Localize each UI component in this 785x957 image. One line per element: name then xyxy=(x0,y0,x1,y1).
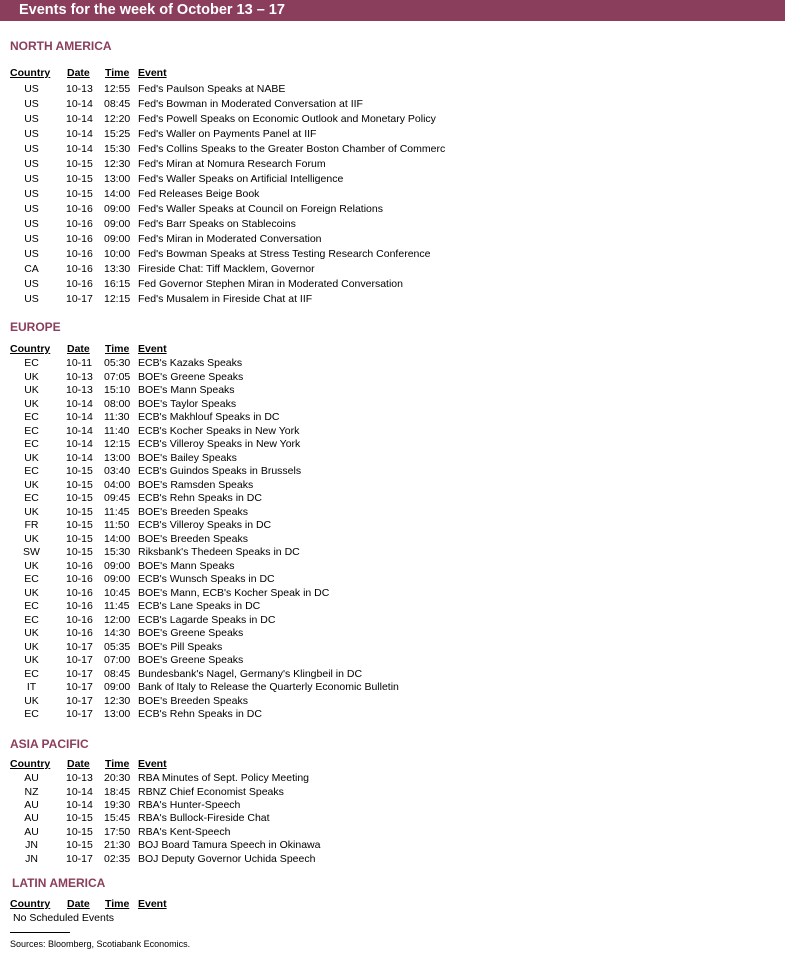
cell-country: UK xyxy=(24,451,39,464)
cell-time: 14:00 xyxy=(104,532,131,545)
cell-time: 21:30 xyxy=(104,839,131,852)
cell-event: ECB's Kazaks Speaks xyxy=(138,357,243,369)
cell-time: 13:30 xyxy=(104,262,131,275)
table-row xyxy=(0,600,785,613)
cell-date: 10-14 xyxy=(66,438,93,450)
cell-date: 10-15 xyxy=(66,187,93,200)
cell-event: RBA's Kent-Speech xyxy=(138,825,231,838)
table-row xyxy=(0,278,785,291)
cell-country: EC xyxy=(24,667,39,680)
cell-date: 10-15 xyxy=(66,812,93,825)
cell-country: EC xyxy=(24,573,39,585)
cell-event: RBA's Hunter-Speech xyxy=(138,798,241,811)
table-row xyxy=(0,384,785,397)
cell-event: BOE's Bailey Speaks xyxy=(138,451,237,464)
cell-event: BOE's Greene Speaks xyxy=(138,654,244,666)
cell-event: Riksbank's Thedeen Speaks in DC xyxy=(138,546,300,558)
cell-country: UK xyxy=(24,559,39,572)
cell-date: 10-17 xyxy=(66,640,93,653)
header-date: Date xyxy=(67,758,90,770)
cell-time: 09:45 xyxy=(104,492,131,504)
cell-event: BOJ Deputy Governor Uchida Speech xyxy=(138,852,316,865)
header-time: Time xyxy=(105,343,130,355)
table-row xyxy=(0,83,785,96)
table-row xyxy=(0,573,785,586)
cell-event: ECB's Kocher Speaks in New York xyxy=(138,424,300,437)
cell-time: 10:45 xyxy=(104,586,131,599)
table-row xyxy=(0,263,785,276)
cell-event: BOE's Taylor Speaks xyxy=(138,397,237,410)
cell-time: 09:00 xyxy=(104,559,131,572)
cell-time: 13:00 xyxy=(104,172,131,185)
header-country: Country xyxy=(10,67,51,79)
cell-date: 10-14 xyxy=(66,112,93,125)
section-title-latin-america: LATIN AMERICA xyxy=(12,876,106,890)
cell-date: 10-17 xyxy=(66,654,93,666)
table-row xyxy=(0,839,785,852)
cell-time: 12:30 xyxy=(104,694,131,707)
cell-time: 05:30 xyxy=(104,357,131,369)
table-header xyxy=(0,898,785,912)
cell-time: 09:00 xyxy=(104,681,131,693)
cell-country: US xyxy=(24,127,39,140)
table-row xyxy=(0,218,785,231)
cell-time: 20:30 xyxy=(104,772,131,784)
cell-time: 05:35 xyxy=(104,640,131,653)
header-time: Time xyxy=(105,758,130,770)
cell-time: 15:30 xyxy=(104,142,131,155)
cell-date: 10-16 xyxy=(66,247,93,260)
cell-country: US xyxy=(24,232,39,245)
cell-time: 10:00 xyxy=(104,247,131,260)
cell-date: 10-15 xyxy=(66,172,93,185)
table-row xyxy=(0,826,785,839)
cell-time: 15:30 xyxy=(104,546,131,558)
cell-date: 10-15 xyxy=(66,465,93,477)
cell-country: US xyxy=(24,98,39,110)
cell-event: RBA Minutes of Sept. Policy Meeting xyxy=(138,772,309,784)
cell-date: 10-16 xyxy=(66,217,93,230)
cell-country: NZ xyxy=(24,785,39,798)
cell-time: 17:50 xyxy=(104,825,131,838)
cell-time: 16:15 xyxy=(104,277,131,290)
section-title-europe: EUROPE xyxy=(10,320,61,334)
cell-country: EC xyxy=(24,438,39,450)
cell-country: UK xyxy=(24,532,39,545)
table-row xyxy=(0,113,785,126)
table-row xyxy=(0,654,785,667)
cell-country: UK xyxy=(24,694,39,707)
cell-country: US xyxy=(24,292,39,305)
cell-event: Fed's Paulson Speaks at NABE xyxy=(138,83,286,95)
cell-country: US xyxy=(24,157,39,170)
header-event: Event xyxy=(138,898,167,910)
cell-country: EC xyxy=(24,465,39,477)
cell-event: Fed Governor Stephen Miran in Moderated Conversation xyxy=(138,277,403,290)
table-row xyxy=(0,708,785,721)
cell-country: EC xyxy=(24,357,39,369)
cell-event: Bundesbank's Nagel, Germany's Klingbeil in DC xyxy=(138,667,363,680)
cell-date: 10-17 xyxy=(66,852,93,865)
table-row xyxy=(0,293,785,306)
cell-date: 10-14 xyxy=(66,411,93,423)
cell-date: 10-13 xyxy=(66,83,93,95)
no-events-note: No Scheduled Events xyxy=(13,912,114,924)
cell-time: 11:45 xyxy=(104,600,130,612)
cell-country: UK xyxy=(24,370,39,383)
table-row xyxy=(0,248,785,261)
cell-date: 10-17 xyxy=(66,681,93,693)
cell-time: 14:00 xyxy=(104,187,131,200)
cell-country: JN xyxy=(25,839,38,852)
sources-note: Sources: Bloomberg, Scotiabank Economics. xyxy=(10,939,191,949)
cell-country: US xyxy=(24,202,39,215)
cell-country: EC xyxy=(24,613,39,626)
cell-time: 08:00 xyxy=(104,397,131,410)
cell-time: 07:00 xyxy=(104,654,131,666)
header-country: Country xyxy=(10,898,51,910)
header-time: Time xyxy=(105,67,130,79)
table-row xyxy=(0,695,785,708)
table-row xyxy=(0,128,785,141)
cell-event: Fed's Bowman Speaks at Stress Testing Research Conference xyxy=(138,247,431,260)
cell-time: 09:00 xyxy=(104,202,131,215)
cell-date: 10-15 xyxy=(66,505,93,518)
cell-event: BOE's Pill Speaks xyxy=(138,640,223,653)
cell-event: ECB's Guindos Speaks in Brussels xyxy=(138,465,302,477)
table-row xyxy=(0,772,785,785)
cell-country: EC xyxy=(24,492,39,504)
cell-time: 18:45 xyxy=(104,785,131,798)
cell-event: Fed's Waller Speaks on Artificial Intelligence xyxy=(138,172,344,185)
cell-date: 10-13 xyxy=(66,370,93,383)
cell-event: ECB's Makhlouf Speaks in DC xyxy=(138,411,280,423)
cell-event: ECB's Villeroy Speaks in New York xyxy=(138,438,301,450)
cell-country: UK xyxy=(24,654,39,666)
cell-country: UK xyxy=(24,384,39,396)
table-row xyxy=(0,188,785,201)
cell-date: 10-14 xyxy=(66,127,93,140)
cell-event: BOE's Ramsden Speaks xyxy=(138,478,254,491)
cell-time: 13:00 xyxy=(104,708,131,720)
cell-time: 11:45 xyxy=(104,505,130,518)
cell-time: 12:00 xyxy=(104,613,131,626)
cell-time: 08:45 xyxy=(104,667,131,680)
cell-time: 15:25 xyxy=(104,127,131,140)
table-row xyxy=(0,492,785,505)
table-row xyxy=(0,398,785,411)
cell-time: 19:30 xyxy=(104,798,131,811)
header-event: Event xyxy=(138,343,167,355)
table-row xyxy=(0,371,785,384)
cell-time: 09:00 xyxy=(104,573,131,585)
cell-date: 10-16 xyxy=(66,277,93,290)
cell-country: UK xyxy=(24,627,39,639)
sources-divider xyxy=(10,932,70,933)
table-header xyxy=(0,343,785,357)
cell-date: 10-17 xyxy=(66,292,93,305)
cell-date: 10-15 xyxy=(66,157,93,170)
cell-event: ECB's Wunsch Speaks in DC xyxy=(138,573,275,585)
cell-time: 12:20 xyxy=(104,112,131,125)
cell-date: 10-16 xyxy=(66,613,93,626)
table-row xyxy=(0,587,785,600)
cell-time: 12:30 xyxy=(104,157,131,170)
cell-country: US xyxy=(24,187,39,200)
table-row xyxy=(0,614,785,627)
cell-country: EC xyxy=(24,708,39,720)
cell-time: 12:15 xyxy=(104,292,131,305)
cell-event: Fed's Miran in Moderated Conversation xyxy=(138,232,322,245)
cell-time: 04:00 xyxy=(104,478,131,491)
table-row xyxy=(0,357,785,370)
cell-event: ECB's Rehn Speaks in DC xyxy=(138,708,262,720)
table-row xyxy=(0,853,785,866)
table-row xyxy=(0,98,785,111)
cell-date: 10-15 xyxy=(66,839,93,852)
cell-date: 10-15 xyxy=(66,492,93,504)
table-row xyxy=(0,641,785,654)
table-row xyxy=(0,233,785,246)
table-row xyxy=(0,479,785,492)
cell-time: 09:00 xyxy=(104,217,131,230)
table-row xyxy=(0,533,785,546)
cell-date: 10-17 xyxy=(66,667,93,680)
cell-event: Fed's Waller on Payments Panel at IIF xyxy=(138,127,317,140)
cell-event: Fed's Collins Speaks to the Greater Boston Chamber of Commerc xyxy=(138,142,446,155)
cell-country: US xyxy=(24,142,39,155)
cell-time: 11:30 xyxy=(104,411,130,423)
cell-date: 10-14 xyxy=(66,397,93,410)
header-date: Date xyxy=(67,898,90,910)
cell-event: BOE's Mann Speaks xyxy=(138,384,235,396)
header-country: Country xyxy=(10,343,51,355)
cell-date: 10-14 xyxy=(66,98,93,110)
table-row xyxy=(0,627,785,640)
table-row xyxy=(0,158,785,171)
cell-date: 10-16 xyxy=(66,573,93,585)
cell-event: BOE's Greene Speaks xyxy=(138,370,244,383)
cell-country: CA xyxy=(24,262,39,275)
table-row xyxy=(0,203,785,216)
cell-event: BOJ Board Tamura Speech in Okinawa xyxy=(138,839,321,852)
cell-date: 10-13 xyxy=(66,772,93,784)
cell-event: BOE's Breeden Speaks xyxy=(138,532,248,545)
cell-event: Fed's Miran at Nomura Research Forum xyxy=(138,157,326,170)
cell-time: 15:10 xyxy=(104,384,131,396)
cell-country: IT xyxy=(26,681,37,693)
cell-time: 08:45 xyxy=(104,98,131,110)
cell-event: Fed's Bowman in Moderated Conversation at IIF xyxy=(138,98,363,110)
cell-event: Fed Releases Beige Book xyxy=(138,187,260,200)
cell-country: US xyxy=(24,112,39,125)
cell-event: Fed's Musalem in Fireside Chat at IIF xyxy=(138,292,313,305)
cell-time: 14:30 xyxy=(104,627,131,639)
cell-time: 12:55 xyxy=(104,83,131,95)
table-row xyxy=(0,411,785,424)
table-row xyxy=(0,438,785,451)
cell-country: UK xyxy=(24,586,39,599)
cell-date: 10-15 xyxy=(66,546,93,558)
cell-date: 10-15 xyxy=(66,478,93,491)
table-row xyxy=(0,452,785,465)
header-country: Country xyxy=(10,758,51,770)
cell-country: AU xyxy=(24,825,39,838)
table-row xyxy=(0,681,785,694)
cell-time: 03:40 xyxy=(104,465,131,477)
cell-time: 07:05 xyxy=(104,370,131,383)
header-event: Event xyxy=(138,67,167,79)
cell-event: ECB's Lane Speaks in DC xyxy=(138,600,261,612)
cell-date: 10-14 xyxy=(66,424,93,437)
cell-time: 13:00 xyxy=(104,451,131,464)
cell-date: 10-16 xyxy=(66,600,93,612)
table-row xyxy=(0,668,785,681)
cell-date: 10-16 xyxy=(66,586,93,599)
table-row xyxy=(0,560,785,573)
cell-date: 10-14 xyxy=(66,798,93,811)
cell-time: 09:00 xyxy=(104,232,131,245)
cell-event: ECB's Lagarde Speaks in DC xyxy=(138,613,276,626)
cell-country: UK xyxy=(24,478,39,491)
section-title-asia-pacific: ASIA PACIFIC xyxy=(10,737,89,751)
header-time: Time xyxy=(105,898,130,910)
cell-event: Fireside Chat: Tiff Macklem, Governor xyxy=(138,262,315,275)
table-row xyxy=(0,812,785,825)
cell-event: Bank of Italy to Release the Quarterly Economic Bulletin xyxy=(138,681,399,693)
cell-time: 02:35 xyxy=(104,852,131,865)
cell-country: FR xyxy=(24,519,39,531)
cell-country: EC xyxy=(24,424,39,437)
cell-country: UK xyxy=(24,397,39,410)
cell-date: 10-16 xyxy=(66,232,93,245)
header-date: Date xyxy=(67,343,90,355)
cell-date: 10-16 xyxy=(66,202,93,215)
cell-country: US xyxy=(24,83,39,95)
cell-event: BOE's Breeden Speaks xyxy=(138,694,248,707)
cell-event: BOE's Mann, ECB's Kocher Speak in DC xyxy=(138,586,330,599)
cell-country: AU xyxy=(24,812,39,825)
cell-date: 10-16 xyxy=(66,262,93,275)
cell-date: 10-13 xyxy=(66,384,93,396)
cell-country: AU xyxy=(24,772,39,784)
cell-date: 10-15 xyxy=(66,519,93,531)
cell-time: 11:50 xyxy=(104,519,130,531)
cell-time: 15:45 xyxy=(104,812,131,825)
cell-event: BOE's Mann Speaks xyxy=(138,559,235,572)
table-row xyxy=(0,143,785,156)
table-row xyxy=(0,519,785,532)
page-title: Events for the week of October 13 – 17 xyxy=(19,2,285,18)
cell-date: 10-16 xyxy=(66,559,93,572)
cell-country: US xyxy=(24,172,39,185)
cell-date: 10-17 xyxy=(66,694,93,707)
section-title-north-america: NORTH AMERICA xyxy=(10,39,112,53)
cell-country: SW xyxy=(23,546,40,558)
cell-date: 10-11 xyxy=(66,357,93,369)
header-date: Date xyxy=(67,67,90,79)
cell-date: 10-14 xyxy=(66,785,93,798)
cell-event: RBA's Bullock-Fireside Chat xyxy=(138,812,270,825)
cell-date: 10-14 xyxy=(66,451,93,464)
cell-date: 10-17 xyxy=(66,708,93,720)
table-row xyxy=(0,173,785,186)
table-row xyxy=(0,425,785,438)
table-row xyxy=(0,506,785,519)
cell-event: Fed's Powell Speaks on Economic Outlook and Monetary Policy xyxy=(138,112,436,125)
table-row xyxy=(0,799,785,812)
cell-date: 10-14 xyxy=(66,142,93,155)
table-row xyxy=(0,786,785,799)
cell-country: US xyxy=(24,247,39,260)
cell-event: Fed's Waller Speaks at Council on Foreign Relations xyxy=(138,202,383,215)
cell-event: ECB's Rehn Speaks in DC xyxy=(138,492,262,504)
cell-country: EC xyxy=(24,411,39,423)
cell-event: Fed's Barr Speaks on Stablecoins xyxy=(138,217,296,230)
cell-time: 12:15 xyxy=(104,438,131,450)
cell-country: UK xyxy=(24,505,39,518)
cell-time: 11:40 xyxy=(104,424,130,437)
table-row xyxy=(0,546,785,559)
cell-country: AU xyxy=(24,798,39,811)
cell-country: JN xyxy=(25,852,38,865)
table-header xyxy=(0,67,785,81)
cell-event: ECB's Villeroy Speaks in DC xyxy=(138,519,272,531)
cell-country: EC xyxy=(24,600,39,612)
table-row xyxy=(0,465,785,478)
cell-date: 10-15 xyxy=(66,825,93,838)
cell-country: UK xyxy=(24,640,39,653)
cell-event: BOE's Greene Speaks xyxy=(138,627,244,639)
cell-event: RBNZ Chief Economist Speaks xyxy=(138,785,284,798)
cell-event: BOE's Breeden Speaks xyxy=(138,505,248,518)
cell-date: 10-16 xyxy=(66,627,93,639)
table-header xyxy=(0,758,785,772)
cell-country: US xyxy=(24,277,39,290)
cell-date: 10-15 xyxy=(66,532,93,545)
cell-country: US xyxy=(24,217,39,230)
header-event: Event xyxy=(138,758,167,770)
title-banner xyxy=(0,0,785,21)
